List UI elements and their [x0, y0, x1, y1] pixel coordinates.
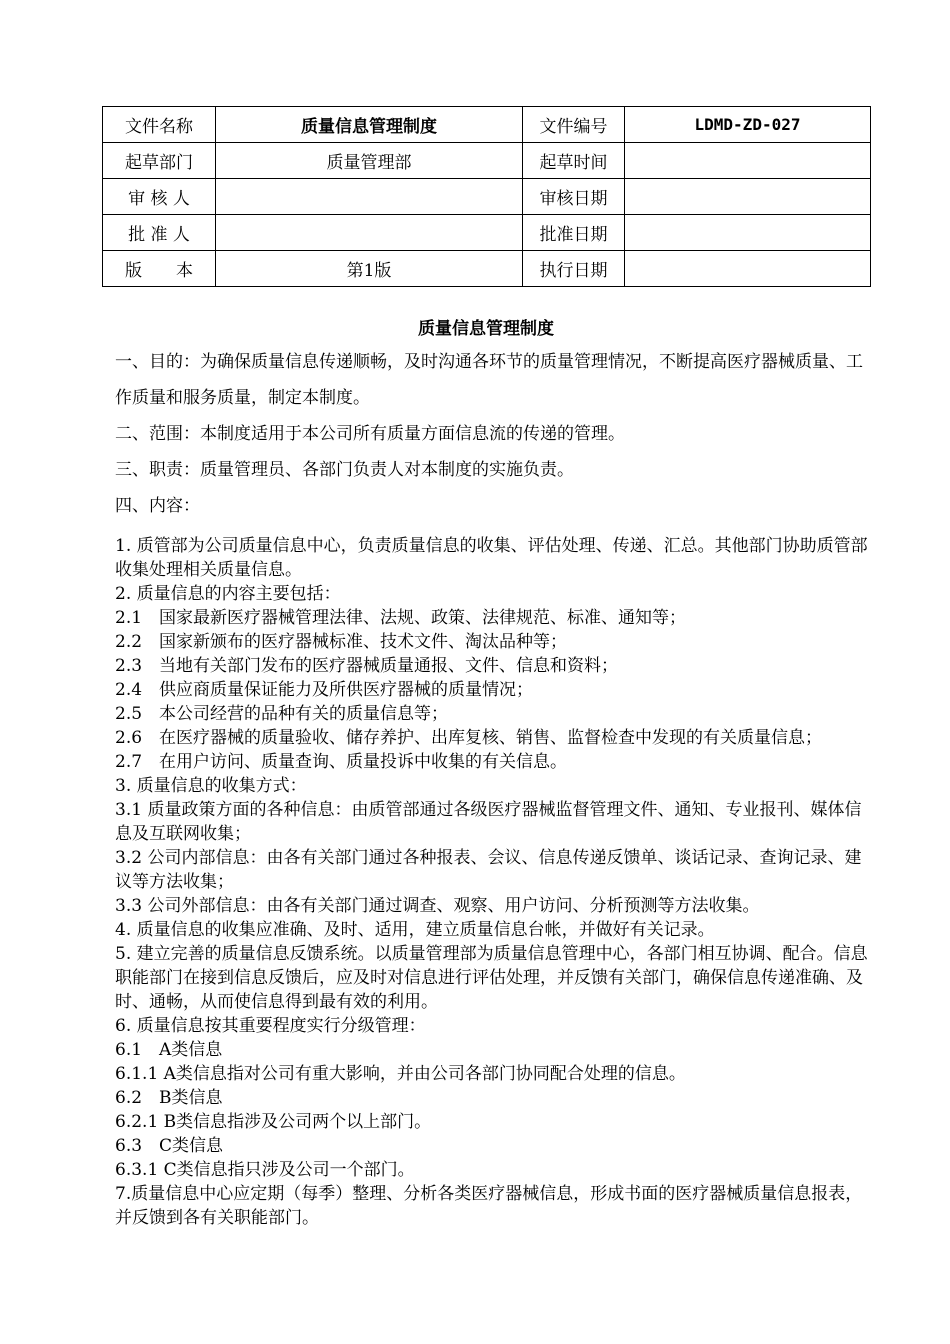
- content-item: 2.7 在用户访问、质量查询、质量投诉中收集的有关信息。: [115, 752, 568, 772]
- document-title: 质量信息管理制度: [418, 319, 554, 339]
- reviewer-value: [216, 179, 523, 215]
- content-item: 6.2.1 B类信息指涉及公司两个以上部门。: [115, 1112, 432, 1132]
- content-item: 2. 质量信息的内容主要包括：: [115, 584, 341, 604]
- file-number-label: 文件编号: [523, 107, 625, 143]
- content-item: 3.2 公司内部信息：由各有关部门通过各种报表、会议、信息传递反馈单、谈话记录、查询记录、建议等方法收集；: [115, 848, 862, 892]
- intro-section: [115, 344, 875, 524]
- document-body: [115, 344, 875, 1230]
- content-item: 2.2 国家新颁布的医疗器械标准、技术文件、淘汰品种等；: [115, 632, 568, 652]
- draft-dept-label: 起草部门: [103, 143, 216, 179]
- effective-date-value: [625, 251, 871, 287]
- content-item: 6.1.1 A类信息指对公司有重大影响，并由公司各部门协同配合处理的信息。: [115, 1064, 686, 1084]
- draft-time-value: [625, 143, 871, 179]
- content-item: 2.3 当地有关部门发布的医疗器械质量通报、文件、信息和资料；: [115, 656, 619, 676]
- version-value: 第1版: [216, 251, 523, 287]
- header-row: [103, 215, 871, 251]
- content-item: 2.4 供应商质量保证能力及所供医疗器械的质量情况；: [115, 680, 534, 700]
- approve-date-value: [625, 215, 871, 251]
- scope-paragraph: 二、范围：本制度适用于本公司所有质量方面信息流的传递的管理。: [115, 424, 625, 444]
- content-item: 5. 建立完善的质量信息反馈系统。以质量管理部为质量信息管理中心，各部门相互协调、配合。信息职能部门在接到信息反馈后，应及时对信息进行评估处理，并反馈有关部门，确保信息传递准确、及时、通畅，从而使信息得到最有效的利用。: [115, 944, 868, 1012]
- header-row: [103, 251, 871, 287]
- header-row: [103, 143, 871, 179]
- content-item: 6.2 B类信息: [115, 1088, 223, 1108]
- approve-date-label: 批准日期: [523, 215, 625, 251]
- approver-value: [216, 215, 523, 251]
- content-item: 2.1 国家最新医疗器械管理法律、法规、政策、法律规范、标准、通知等；: [115, 608, 687, 628]
- purpose-paragraph: 一、目的：为确保质量信息传递顺畅，及时沟通各环节的质量管理情况，不断提高医疗器械质量、工作质量和服务质量，制定本制度。: [115, 352, 863, 408]
- file-number-value: LDMD-ZD-027: [625, 107, 871, 143]
- version-label: 版 本: [103, 251, 216, 287]
- review-date-label: 审核日期: [523, 179, 625, 215]
- content-item: 6. 质量信息按其重要程度实行分级管理：: [115, 1016, 426, 1036]
- content-item: 6.1 A类信息: [115, 1040, 223, 1060]
- draft-dept-value: 质量管理部: [216, 143, 523, 179]
- content-item: 6.3 C类信息: [115, 1136, 224, 1156]
- content-item: 3.3 公司外部信息：由各有关部门通过调查、观察、用户访问、分析预测等方法收集。: [115, 896, 760, 916]
- content-item: 1. 质管部为公司质量信息中心，负责质量信息的收集、评估处理、传递、汇总。其他部门协助质管部收集处理相关质量信息。: [115, 536, 868, 580]
- draft-time-label: 起草时间: [523, 143, 625, 179]
- content-item: 3.1 质量政策方面的各种信息：由质管部通过各级医疗器械监督管理文件、通知、专业报刊、媒体信息及互联网收集；: [115, 800, 862, 844]
- document-header-table: [102, 106, 871, 287]
- content-items: [115, 534, 875, 1230]
- file-name-value: 质量信息管理制度: [216, 107, 523, 143]
- content-heading: 四、内容：: [115, 496, 200, 516]
- responsibility-paragraph: 三、职责：质量管理员、各部门负责人对本制度的实施负责。: [115, 460, 574, 480]
- header-row: [103, 179, 871, 215]
- approver-label: 批 准 人: [103, 215, 216, 251]
- content-item: 6.3.1 C类信息指只涉及公司一个部门。: [115, 1160, 415, 1180]
- content-item: 3. 质量信息的收集方式：: [115, 776, 307, 796]
- content-item: 7.质量信息中心应定期（每季）整理、分析各类医疗器械信息，形成书面的医疗器械质量信息报表，并反馈到各有关职能部门。: [115, 1184, 863, 1228]
- content-item: 2.6 在医疗器械的质量验收、储存养护、出库复核、销售、监督检查中发现的有关质量信息；: [115, 728, 823, 748]
- header-row: [103, 107, 871, 143]
- reviewer-label: 审 核 人: [103, 179, 216, 215]
- content-item: 4. 质量信息的收集应准确、及时、适用，建立质量信息台帐，并做好有关记录。: [115, 920, 715, 940]
- file-name-label: 文件名称: [103, 107, 216, 143]
- review-date-value: [625, 179, 871, 215]
- effective-date-label: 执行日期: [523, 251, 625, 287]
- content-item: 2.5 本公司经营的品种有关的质量信息等；: [115, 704, 449, 724]
